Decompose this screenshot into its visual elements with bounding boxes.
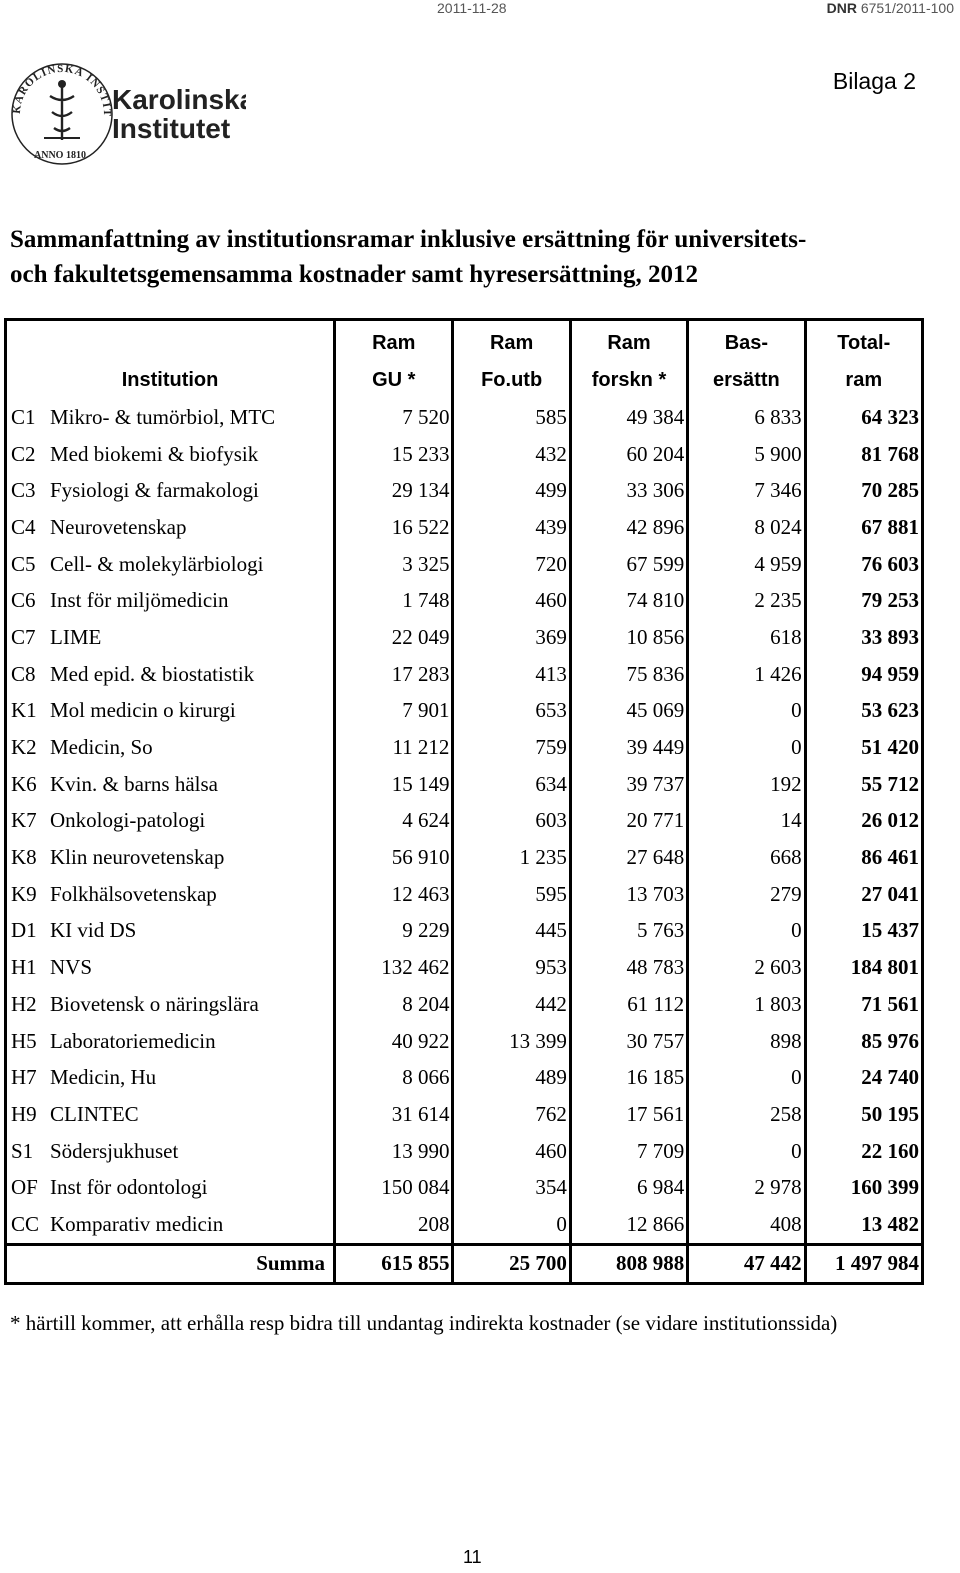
totalram-cell: 51 420 (805, 729, 922, 766)
table-row (6, 436, 923, 473)
ram-foutb-cell: 354 (453, 1169, 570, 1206)
totalram-cell: 81 768 (805, 436, 922, 473)
ram-gu-cell: 56 910 (335, 839, 453, 876)
ram-foutb-cell: 595 (453, 876, 570, 913)
institution-code: C6 (11, 588, 36, 613)
institution-name: Inst för miljömedicin (50, 588, 229, 613)
ram-foutb-cell: 603 (453, 803, 570, 840)
karolinska-logo (6, 52, 246, 170)
table-row (6, 766, 923, 803)
institution-cell (6, 876, 335, 913)
institution-code: H9 (11, 1101, 37, 1126)
institution-cell (6, 582, 335, 619)
ram-foutb-cell: 445 (453, 913, 570, 950)
ram-gu-cell: 208 (335, 1206, 453, 1244)
totalram-cell: 70 285 (805, 472, 922, 509)
table-row (6, 1169, 923, 1206)
header-row (6, 362, 923, 399)
ram-forskn-cell: 16 185 (570, 1059, 687, 1096)
ram-gu-cell: 8 066 (335, 1059, 453, 1096)
svg-text:KAROLINSKA INSTITUTET: KAROLINSKA INSTIT (10, 62, 114, 118)
column-header: Ram (453, 320, 570, 363)
column-header: Bas- (688, 320, 805, 363)
institution-code: C8 (11, 661, 36, 686)
totalram-cell: 67 881 (805, 509, 922, 546)
institution-code: C2 (11, 441, 36, 466)
institution-code: K7 (11, 808, 37, 833)
totalram-cell: 50 195 (805, 1096, 922, 1133)
institution-cell (6, 986, 335, 1023)
table-row (6, 656, 923, 693)
column-header: Institution (121, 369, 219, 391)
institution-name: Mikro- & tumörbiol, MTC (50, 404, 276, 429)
institution-cell (6, 1059, 335, 1096)
basersattning-cell: 14 (688, 803, 805, 840)
institution-cell (6, 399, 335, 436)
sum-total-cell: 1 497 984 (805, 1244, 922, 1283)
institution-code: D1 (11, 918, 37, 943)
title-line-2: och fakultetsgemensamma kostnader samt hyresersättning, 2012 (10, 261, 698, 288)
table-body (6, 399, 923, 1244)
table-row (6, 1133, 923, 1170)
ram-foutb-cell: 720 (453, 546, 570, 583)
basersattning-cell: 0 (688, 913, 805, 950)
institution-name: Fysiologi & farmakologi (50, 478, 259, 503)
institution-cell (6, 1133, 335, 1170)
title-line-1: Sammanfattning av institutionsramar inklusive ersättning för universitets- (10, 226, 807, 253)
totalram-cell: 22 160 (805, 1133, 922, 1170)
institution-name: Kvin. & barns hälsa (50, 771, 218, 796)
ram-gu-cell: 7 520 (335, 399, 453, 436)
institution-code: H7 (11, 1065, 37, 1090)
institution-cell (6, 472, 335, 509)
institution-name: Södersjukhuset (50, 1138, 179, 1163)
table-row (6, 839, 923, 876)
ram-gu-cell: 16 522 (335, 509, 453, 546)
dnr-value: 6751/2011-100 (860, 0, 954, 16)
sum-gu-cell: 615 855 (335, 1244, 453, 1283)
ram-foutb-cell: 460 (453, 582, 570, 619)
ram-forskn-cell: 10 856 (570, 619, 687, 656)
ram-forskn-cell: 6 984 (570, 1169, 687, 1206)
institution-name: Medicin, So (50, 735, 153, 760)
ram-foutb-cell: 634 (453, 766, 570, 803)
ram-foutb-cell: 413 (453, 656, 570, 693)
institution-name: KI vid DS (50, 918, 137, 943)
basersattning-cell: 4 959 (688, 546, 805, 583)
institution-name: NVS (50, 955, 93, 980)
ram-foutb-cell: 1 235 (453, 839, 570, 876)
totalram-cell: 55 712 (805, 766, 922, 803)
ram-forskn-cell: 20 771 (570, 803, 687, 840)
ram-foutb-cell: 585 (453, 399, 570, 436)
table-row (6, 619, 923, 656)
institution-cell (6, 766, 335, 803)
basersattning-cell: 2 978 (688, 1169, 805, 1206)
ram-gu-cell: 17 283 (335, 656, 453, 693)
institution-name: Medicin, Hu (50, 1065, 157, 1090)
ram-forskn-cell: 39 737 (570, 766, 687, 803)
institution-code: CC (11, 1211, 40, 1236)
institution-code: OF (11, 1175, 38, 1200)
ram-forskn-cell: 49 384 (570, 399, 687, 436)
ram-foutb-cell: 499 (453, 472, 570, 509)
sum-row (6, 1244, 923, 1283)
sum-bas-cell: 47 442 (688, 1244, 805, 1283)
ram-gu-cell: 150 084 (335, 1169, 453, 1206)
ram-gu-cell: 1 748 (335, 582, 453, 619)
totalram-cell: 33 893 (805, 619, 922, 656)
institution-code: C3 (11, 478, 36, 503)
institution-code: C7 (11, 624, 36, 649)
basersattning-cell: 0 (688, 729, 805, 766)
ram-gu-cell: 29 134 (335, 472, 453, 509)
ram-gu-cell: 11 212 (335, 729, 453, 766)
basersattning-cell: 5 900 (688, 436, 805, 473)
totalram-cell: 53 623 (805, 693, 922, 730)
table-row (6, 546, 923, 583)
ram-forskn-cell: 27 648 (570, 839, 687, 876)
ram-foutb-cell: 439 (453, 509, 570, 546)
totalram-cell: 24 740 (805, 1059, 922, 1096)
ram-forskn-cell: 39 449 (570, 729, 687, 766)
ram-foutb-cell: 13 399 (453, 1023, 570, 1060)
column-header: ram (805, 362, 922, 399)
table-row (6, 1206, 923, 1244)
totalram-cell: 15 437 (805, 913, 922, 950)
ram-forskn-cell: 60 204 (570, 436, 687, 473)
basersattning-cell: 258 (688, 1096, 805, 1133)
ram-gu-cell: 22 049 (335, 619, 453, 656)
ram-forskn-cell: 13 703 (570, 876, 687, 913)
footnote: * härtill kommer, att erhålla resp bidra till undantag indirekta kostnader (se vidare institutionssida) (10, 1311, 838, 1335)
basersattning-cell: 618 (688, 619, 805, 656)
ram-forskn-cell: 74 810 (570, 582, 687, 619)
table-row (6, 1059, 923, 1096)
ram-gu-cell: 7 901 (335, 693, 453, 730)
sum-forskn-cell: 808 988 (570, 1244, 687, 1283)
table-row (6, 729, 923, 766)
ram-forskn-cell: 12 866 (570, 1206, 687, 1244)
totalram-cell: 64 323 (805, 399, 922, 436)
totalram-cell: 79 253 (805, 582, 922, 619)
document-reference (827, 0, 954, 16)
ram-forskn-cell: 45 069 (570, 693, 687, 730)
ram-forskn-cell: 7 709 (570, 1133, 687, 1170)
basersattning-cell: 408 (688, 1206, 805, 1244)
column-header: GU * (335, 362, 453, 399)
table-row (6, 913, 923, 950)
institution-cell (6, 509, 335, 546)
sum-label: Summa (6, 1244, 335, 1283)
table-header (6, 320, 923, 400)
table-row (6, 509, 923, 546)
document-date: 2011-11-28 (437, 0, 507, 16)
institution-code: K8 (11, 845, 37, 870)
ram-foutb-cell: 953 (453, 949, 570, 986)
institution-name: CLINTEC (50, 1101, 139, 1126)
institution-name: Onkologi-patologi (50, 808, 206, 833)
logo-line-1: Karolinska (112, 84, 246, 115)
table-row (6, 693, 923, 730)
basersattning-cell: 898 (688, 1023, 805, 1060)
basersattning-cell: 1 426 (688, 656, 805, 693)
basersattning-cell: 6 833 (688, 399, 805, 436)
institution-code: S1 (11, 1138, 34, 1163)
table-row (6, 1023, 923, 1060)
institution-name: Med biokemi & biofysik (50, 441, 259, 466)
dnr-label: DNR (826, 0, 857, 16)
institution-name: Komparativ medicin (50, 1211, 224, 1236)
basersattning-cell: 0 (688, 1059, 805, 1096)
ram-forskn-cell: 17 561 (570, 1096, 687, 1133)
column-header: ersättn (688, 362, 805, 399)
basersattning-cell: 1 803 (688, 986, 805, 1023)
column-header: Ram (335, 320, 453, 363)
basersattning-cell: 192 (688, 766, 805, 803)
institution-cell (6, 1023, 335, 1060)
institution-cell (6, 1169, 335, 1206)
ram-gu-cell: 4 624 (335, 803, 453, 840)
column-header: Total- (805, 320, 922, 363)
page-number: 11 (463, 1547, 482, 1567)
institution-code: H5 (11, 1028, 37, 1053)
ram-gu-cell: 9 229 (335, 913, 453, 950)
totalram-cell: 86 461 (805, 839, 922, 876)
institution-budget-table (4, 318, 924, 1285)
basersattning-cell: 0 (688, 1133, 805, 1170)
ram-foutb-cell: 432 (453, 436, 570, 473)
logo-line-2: Institutet (112, 113, 231, 144)
institution-name: Mol medicin o kirurgi (50, 698, 236, 723)
institution-cell (6, 1206, 335, 1244)
ram-forskn-cell: 67 599 (570, 546, 687, 583)
ram-forskn-cell: 75 836 (570, 656, 687, 693)
table-row (6, 472, 923, 509)
institution-cell (6, 693, 335, 730)
institution-name: LIME (50, 624, 102, 649)
institution-cell (6, 1096, 335, 1133)
basersattning-cell: 279 (688, 876, 805, 913)
institution-cell (6, 656, 335, 693)
header-row (6, 320, 923, 363)
column-header (6, 320, 335, 363)
attachment-label: Bilaga 2 (832, 68, 916, 94)
table-row (6, 399, 923, 436)
institution-code: C1 (11, 404, 36, 429)
ram-gu-cell: 13 990 (335, 1133, 453, 1170)
basersattning-cell: 7 346 (688, 472, 805, 509)
institution-code: H2 (11, 991, 37, 1016)
institution-name: Folkhälsovetenskap (50, 881, 217, 906)
document-title (10, 222, 910, 292)
ram-gu-cell: 15 149 (335, 766, 453, 803)
institution-name: Laboratoriemedicin (50, 1028, 216, 1053)
totalram-cell: 85 976 (805, 1023, 922, 1060)
institution-cell (6, 803, 335, 840)
institution-cell (6, 839, 335, 876)
ram-forskn-cell: 5 763 (570, 913, 687, 950)
institution-cell (6, 546, 335, 583)
table-row (6, 582, 923, 619)
ram-forskn-cell: 33 306 (570, 472, 687, 509)
totalram-cell: 13 482 (805, 1206, 922, 1244)
totalram-cell: 76 603 (805, 546, 922, 583)
ram-foutb-cell: 442 (453, 986, 570, 1023)
institution-cell (6, 949, 335, 986)
ram-gu-cell: 12 463 (335, 876, 453, 913)
basersattning-cell: 2 235 (688, 582, 805, 619)
ram-forskn-cell: 30 757 (570, 1023, 687, 1060)
basersattning-cell: 8 024 (688, 509, 805, 546)
ram-gu-cell: 3 325 (335, 546, 453, 583)
totalram-cell: 71 561 (805, 986, 922, 1023)
ram-foutb-cell: 759 (453, 729, 570, 766)
institution-code: K9 (11, 881, 37, 906)
ram-foutb-cell: 762 (453, 1096, 570, 1133)
institution-name: Neurovetenskap (50, 514, 187, 539)
table-row (6, 986, 923, 1023)
ram-foutb-cell: 460 (453, 1133, 570, 1170)
svg-text:ANNO 1810: ANNO 1810 (34, 150, 86, 161)
basersattning-cell: 0 (688, 693, 805, 730)
column-header: forskn * (570, 362, 687, 399)
table-row (6, 803, 923, 840)
institution-cell (6, 619, 335, 656)
totalram-cell: 27 041 (805, 876, 922, 913)
ram-forskn-cell: 61 112 (570, 986, 687, 1023)
ram-gu-cell: 40 922 (335, 1023, 453, 1060)
ram-foutb-cell: 489 (453, 1059, 570, 1096)
ram-gu-cell: 132 462 (335, 949, 453, 986)
table-footer (6, 1244, 923, 1283)
ram-foutb-cell: 653 (453, 693, 570, 730)
institution-cell (6, 436, 335, 473)
ram-forskn-cell: 48 783 (570, 949, 687, 986)
ram-gu-cell: 31 614 (335, 1096, 453, 1133)
karolinska-seal-icon (6, 52, 246, 170)
column-header: Fo.utb (453, 362, 570, 399)
ram-foutb-cell: 369 (453, 619, 570, 656)
basersattning-cell: 668 (688, 839, 805, 876)
institution-cell (6, 913, 335, 950)
institution-code: C5 (11, 551, 36, 576)
sum-foutb-cell: 25 700 (453, 1244, 570, 1283)
ram-forskn-cell: 42 896 (570, 509, 687, 546)
table-row (6, 949, 923, 986)
table-row (6, 1096, 923, 1133)
institution-name: Inst för odontologi (50, 1175, 208, 1200)
ram-gu-cell: 8 204 (335, 986, 453, 1023)
institution-code: H1 (11, 955, 37, 980)
institution-name: Med epid. & biostatistik (50, 661, 255, 686)
totalram-cell: 26 012 (805, 803, 922, 840)
totalram-cell: 160 399 (805, 1169, 922, 1206)
ram-foutb-cell: 0 (453, 1206, 570, 1244)
institution-code: C4 (11, 514, 36, 539)
institution-code: K6 (11, 771, 37, 796)
basersattning-cell: 2 603 (688, 949, 805, 986)
totalram-cell: 94 959 (805, 656, 922, 693)
institution-name: Klin neurovetenskap (50, 845, 225, 870)
institution-code: K2 (11, 735, 37, 760)
ram-gu-cell: 15 233 (335, 436, 453, 473)
totalram-cell: 184 801 (805, 949, 922, 986)
institution-name: Biovetensk o näringslära (50, 991, 259, 1016)
institution-cell (6, 729, 335, 766)
table-row (6, 876, 923, 913)
institution-name: Cell- & molekylärbiologi (50, 551, 264, 576)
institution-code: K1 (11, 698, 37, 723)
column-header: Ram (570, 320, 687, 363)
